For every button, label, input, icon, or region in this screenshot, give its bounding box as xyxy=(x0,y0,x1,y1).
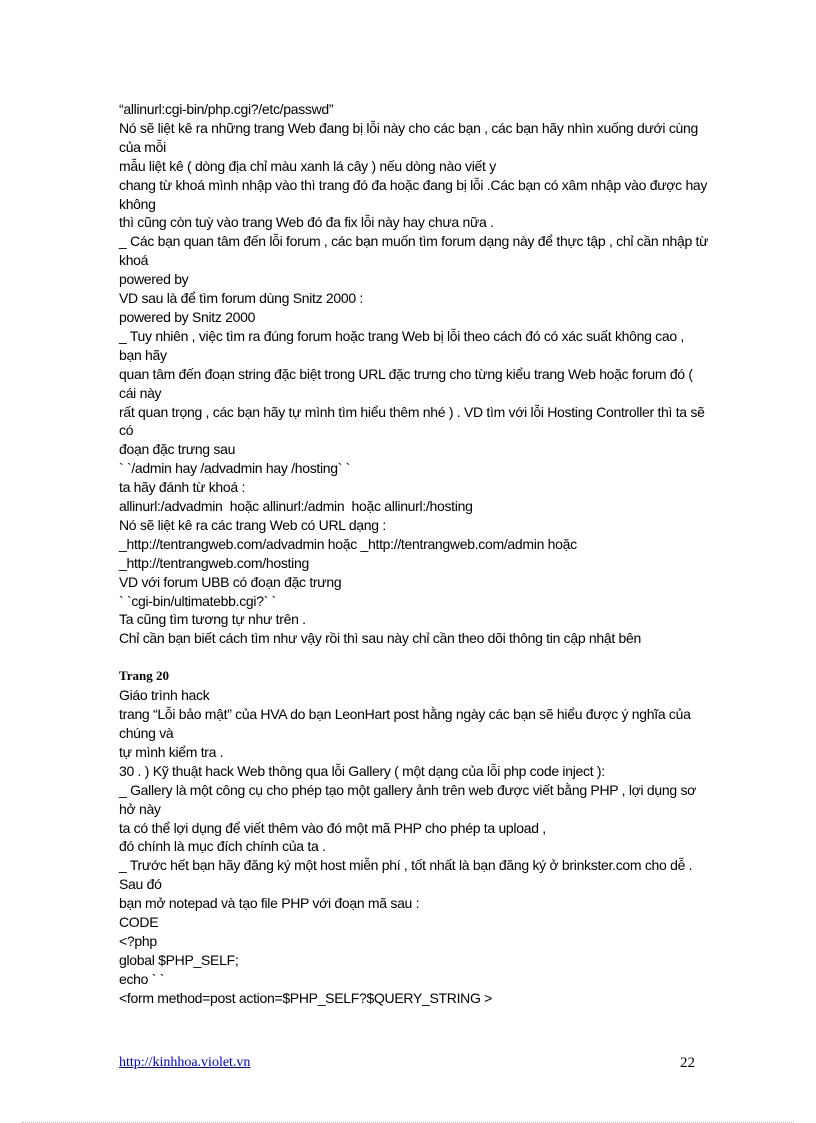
text-line: “allinurl:cgi-bin/php.cgi?/etc/passwd” xyxy=(119,101,334,117)
text-line: VD với forum UBB có đoạn đặc trưng xyxy=(119,573,342,590)
text-line: global $PHP_SELF; xyxy=(119,951,239,968)
text-line: mẫu liệt kê ( dòng địa chỉ màu xanh lá cây ) nếu dòng nào viết y xyxy=(119,157,496,174)
text-line: _ Gallery là một công cụ cho phép tạo một gallery ảnh trên web được viết bằng PHP , lợi dụng sơ hở này xyxy=(119,781,700,817)
text-line: _http://tentrangweb.com/advadmin hoặc _http://tentrangweb.com/admin hoặc xyxy=(119,535,577,552)
text-line: bạn mở notepad và tạo file PHP với đoạn mã sau : xyxy=(119,895,420,912)
text-line: quan tâm đến đoạn string đặc biệt trong URL đặc trưng cho từng kiểu trang Web hoặc forum đó ( cái này xyxy=(119,365,697,401)
text-line: Nó sẽ liệt kê ra những trang Web đang bị lỗi này cho các bạn , các bạn hãy nhìn xuống dưới cùng của mỗi xyxy=(119,119,702,155)
text-line: powered by Snitz 2000 xyxy=(119,308,256,325)
text-line: powered by xyxy=(119,271,189,288)
text-line: tự mình kiểm tra . xyxy=(119,743,224,760)
text-line: ` `cgi-bin/ultimatebb.cgi?` ` xyxy=(119,592,277,609)
text-line: _ Trước hết bạn hãy đăng ký một host miễn phí , tốt nhất là bạn đăng ký ở brinkster.com cho dễ . Sau đó xyxy=(119,857,696,893)
text-line: ta hãy đánh từ khoá : xyxy=(119,479,246,496)
text-line: VD sau là để tìm forum dùng Snitz 2000 : xyxy=(119,290,364,307)
text-line: <?php xyxy=(119,932,157,949)
text-line: _ Các bạn quan tâm đến lỗi forum , các bạn muốn tìm forum dạng này để thực tập , chỉ cần nhập từ khoá xyxy=(119,233,712,269)
text-line: Giáo trình hack xyxy=(119,687,210,704)
text-line: _http://tentrangweb.com/hosting xyxy=(119,554,309,571)
text-line: đó chính là mục đích chính của ta . xyxy=(119,838,326,855)
text-line: đoạn đặc trưng sau xyxy=(119,441,236,458)
text-block-b xyxy=(119,686,709,1007)
text-block-a xyxy=(119,100,712,648)
text-line: echo ` ` xyxy=(119,970,165,987)
page-body xyxy=(119,100,712,1008)
text-line: allinurl:/advadmin hoặc allinurl:/admin hoặc allinurl:/hosting xyxy=(119,498,473,515)
text-line: trang “Lỗi bảo mật” của HVA do bạn LeonHart post hằng ngày các bạn sẽ hiểu được ý nghĩa của chúng và xyxy=(119,706,695,741)
section-heading: Trang 20 xyxy=(119,668,169,684)
text-line: 30 . ) Kỹ thuật hack Web thông qua lỗi Gallery ( một dạng của lỗi php code inject ): xyxy=(119,762,605,779)
text-line: <form method=post action=$PHP_SELF?$QUERY_STRING > xyxy=(119,989,493,1006)
footer-link[interactable]: http://kinhhoa.violet.vn xyxy=(119,1055,251,1070)
text-line: chang từ khoá mình nhập vào thì trang đó đa hoặc đang bị lỗi .Các bạn có xâm nhập vào được hay không xyxy=(119,176,711,212)
text-line: Ta cũng tìm tương tự như trên . xyxy=(119,611,306,628)
page-number: 22 xyxy=(680,1055,695,1071)
text-line: CODE xyxy=(119,914,159,931)
text-line: Nó sẽ liệt kê ra các trang Web có URL dạng : xyxy=(119,516,386,533)
text-line: _ Tuy nhiên , việc tìm ra đúng forum hoặc trang Web bị lỗi theo cách đó có xác suất không cao , bạn hãy xyxy=(119,327,688,363)
text-line: ta có thể lợi dụng để viết thêm vào đó một mã PHP cho phép ta upload , xyxy=(119,819,546,836)
text-line: ` `/admin hay /advadmin hay /hosting` ` xyxy=(119,460,351,477)
text-line: rất quan trọng , các bạn hãy tự mình tìm hiểu thêm nhé ) . VD tìm với lỗi Hosting Controller thì ta sẽ có xyxy=(119,403,709,439)
text-line: thì cũng còn tuỳ vào trang Web đó đa fix lỗi này hay chưa nữa . xyxy=(119,214,494,231)
text-line: Chỉ cần bạn biết cách tìm như vậy rồi thì sau này chỉ cần theo dõi thông tin cập nhật bên xyxy=(119,630,642,647)
